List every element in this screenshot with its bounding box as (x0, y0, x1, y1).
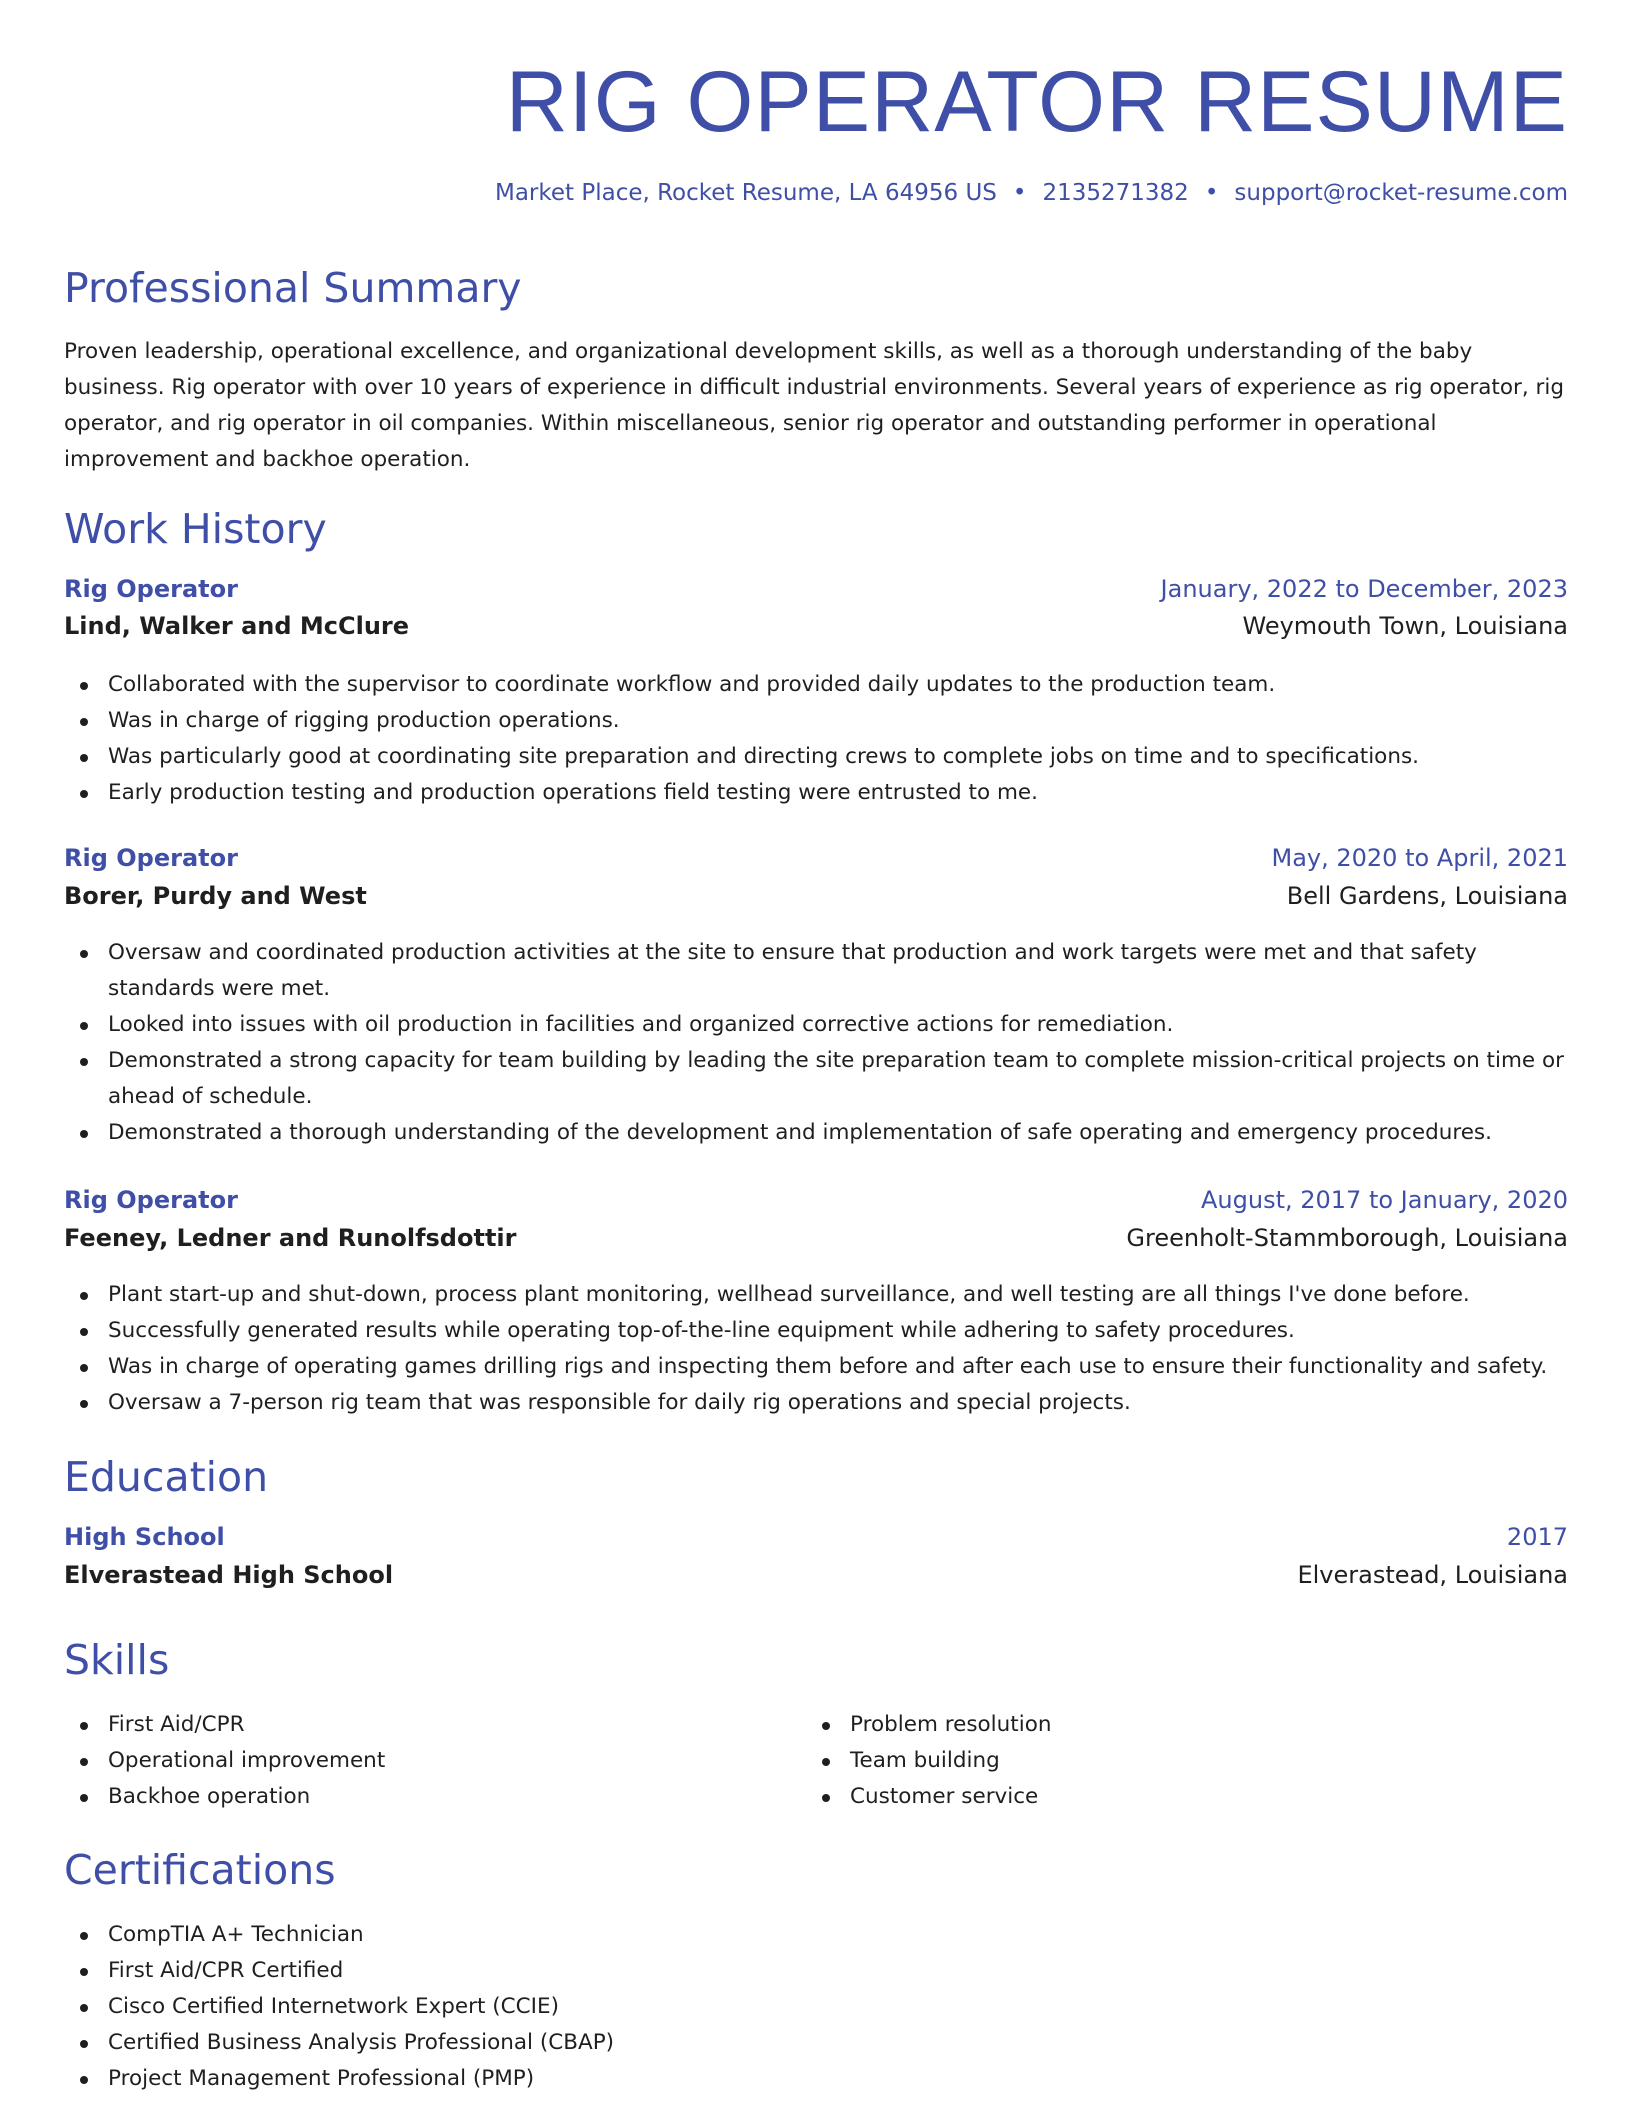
summary-heading: Professional Summary (64, 264, 522, 312)
certification-item: Project Management Professional (PMP) (64, 2061, 1568, 2097)
job-3-subheader (64, 1224, 1568, 1252)
list-item: Early production testing and production operations field testing were entrusted to me. (64, 775, 1568, 811)
education-header (64, 1523, 1568, 1551)
skill-item: First Aid/CPR (64, 1707, 1568, 1743)
certification-item: CompTIA A+ Technician (64, 1917, 1568, 1953)
certifications-heading: Certifications (64, 1846, 336, 1894)
skill-item: Team building (806, 1743, 1632, 1779)
list-item: Looked into issues with oil production in facilities and organized corrective actions for remediation. (64, 1007, 1568, 1043)
job-dates: August, 2017 to January, 2020 (1201, 1186, 1568, 1214)
list-item: Collaborated with the supervisor to coordinate workflow and provided daily updates to the production team. (64, 667, 1568, 703)
job-3-bullets (64, 1277, 1568, 1421)
list-item: Oversaw and coordinated production activities at the site to ensure that production and work targets were met and that safety standards were met. (64, 935, 1568, 1007)
job-3-header (64, 1186, 1568, 1214)
skills-heading: Skills (64, 1636, 170, 1684)
contact-line (495, 180, 1568, 206)
job-company: Feeney, Ledner and Runolfsdottir (64, 1224, 517, 1252)
skill-item: Operational improvement (64, 1743, 1568, 1779)
contact-address: Market Place, Rocket Resume, LA 64956 US (494, 180, 997, 206)
certification-item: Cisco Certified Internetwork Expert (CCIE) (64, 1989, 1568, 2025)
education-location: Elverastead, Louisiana (1297, 1561, 1568, 1589)
skill-item: Customer service (806, 1779, 1632, 1815)
job-role: Rig Operator (64, 844, 238, 872)
list-item: Demonstrated a thorough understanding of the development and implementation of safe operating and emergency procedures. (64, 1115, 1568, 1151)
job-location: Weymouth Town, Louisiana (1242, 612, 1568, 640)
job-role: Rig Operator (64, 575, 238, 603)
contact-separator: • (1204, 180, 1219, 206)
job-location: Greenholt-Stammborough, Louisiana (1126, 1224, 1568, 1252)
job-1-subheader (64, 612, 1568, 640)
list-item: Was particularly good at coordinating site preparation and directing crews to complete jobs on time and to specifications. (64, 739, 1568, 775)
job-1-bullets (64, 667, 1568, 811)
education-school: Elverastead High School (64, 1561, 394, 1589)
resume-title: RIG OPERATOR RESUME (505, 54, 1568, 150)
job-company: Borer, Purdy and West (64, 882, 367, 910)
contact-separator: • (1012, 180, 1027, 206)
list-item: Demonstrated a strong capacity for team building by leading the site preparation team to complete mission-critical projects on time or ahead of schedule. (64, 1043, 1568, 1115)
education-year: 2017 (1506, 1523, 1568, 1551)
job-location: Bell Gardens, Louisiana (1286, 882, 1568, 910)
education-heading: Education (64, 1453, 269, 1501)
education-subheader (64, 1561, 1568, 1589)
work-history-heading: Work History (64, 505, 327, 553)
job-company: Lind, Walker and McClure (64, 612, 410, 640)
skill-item: Problem resolution (806, 1707, 1632, 1743)
list-item: Was in charge of rigging production operations. (64, 703, 1568, 739)
job-dates: May, 2020 to April, 2021 (1271, 844, 1568, 872)
contact-email[interactable]: support@rocket-resume.com (1234, 180, 1568, 206)
job-2-bullets (64, 935, 1568, 1151)
job-1-header (64, 575, 1568, 603)
list-item: Oversaw a 7-person rig team that was responsible for daily rig operations and special projects. (64, 1385, 1568, 1421)
contact-phone[interactable]: 2135271382 (1042, 180, 1189, 206)
skill-item: Backhoe operation (64, 1779, 1568, 1815)
list-item: Successfully generated results while operating top-of-the-line equipment while adhering to safety procedures. (64, 1313, 1568, 1349)
list-item: Was in charge of operating games drilling rigs and inspecting them before and after each use to ensure their functionality and safety. (64, 1349, 1568, 1385)
job-dates: January, 2022 to December, 2023 (1160, 575, 1568, 603)
job-2-header (64, 844, 1568, 872)
certification-item: First Aid/CPR Certified (64, 1953, 1568, 1989)
summary-text: Proven leadership, operational excellence, and organizational development skills, as well as a thorough understanding of the baby business. Rig operator with over 10 years of experience in difficult industrial environments. Several years of experience as rig operator, rig operator, and rig operator in oil companies. Within miscellaneous, senior rig operator and outstanding performer in operational improvement and backhoe operation. (64, 339, 1564, 472)
list-item: Plant start-up and shut-down, process plant monitoring, wellhead surveillance, and well testing are all things I've done before. (64, 1277, 1568, 1313)
education-degree: High School (64, 1523, 225, 1551)
certification-item: Certified Business Analysis Professional (CBAP) (64, 2025, 1568, 2061)
job-2-subheader (64, 882, 1568, 910)
job-role: Rig Operator (64, 1186, 238, 1214)
certifications-list (64, 1917, 1568, 2097)
skills-right-list (806, 1707, 1632, 1815)
